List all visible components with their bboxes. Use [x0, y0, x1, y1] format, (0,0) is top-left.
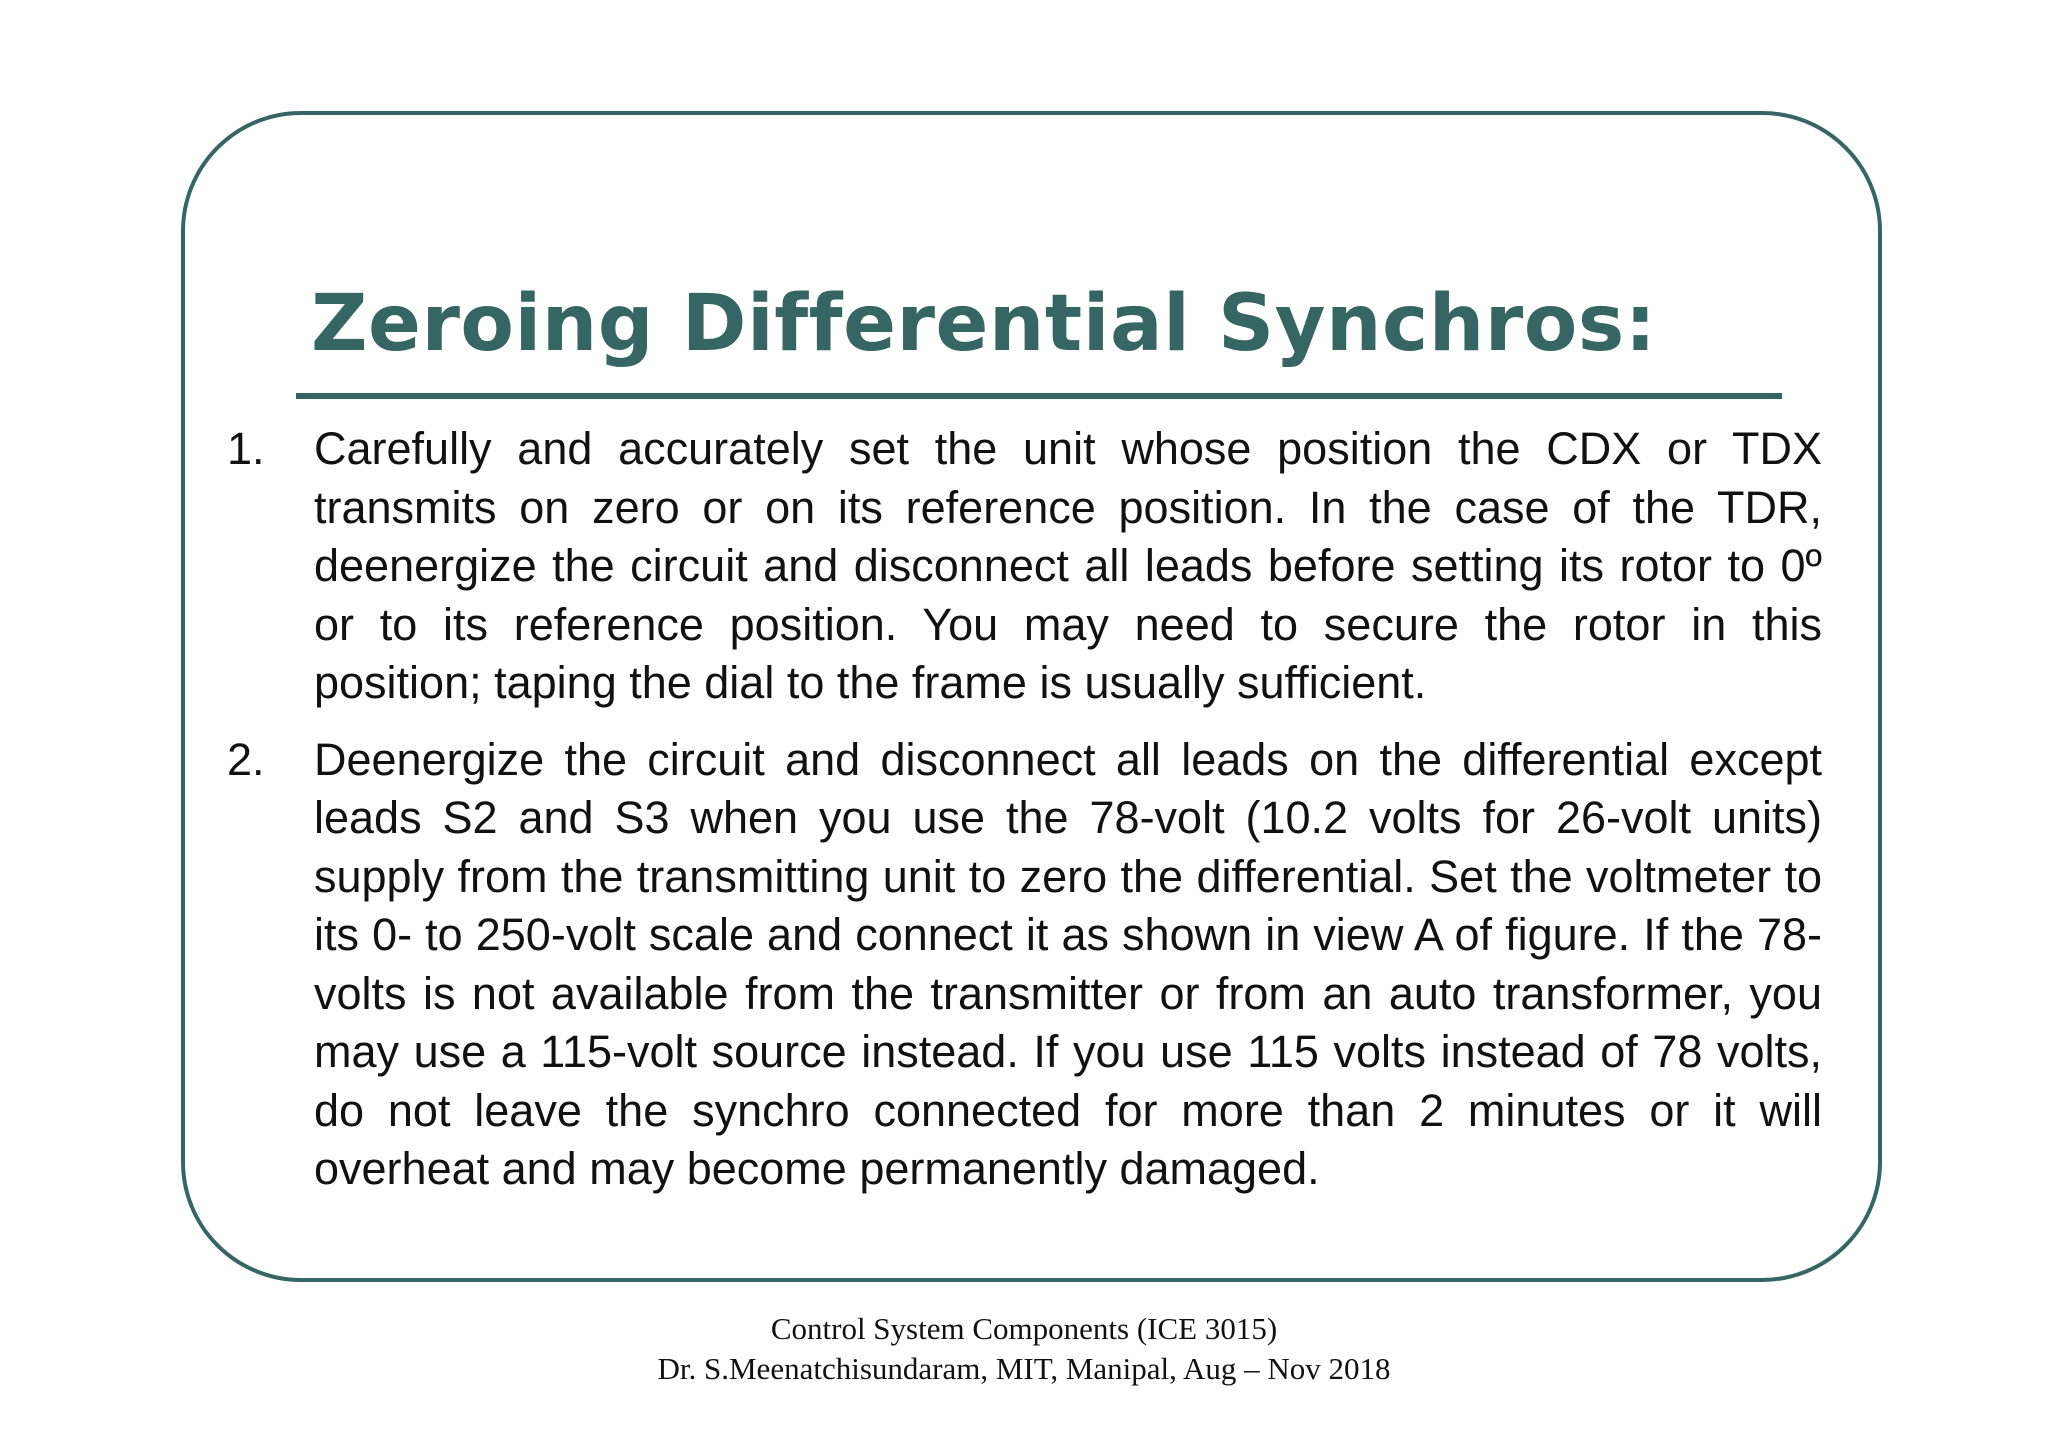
footer-author: Dr. S.Meenatchisundaram, MIT, Manipal, Aug – Nov 2018 [657, 1351, 1391, 1386]
list-item-number: 2. [227, 733, 265, 785]
list-item [222, 420, 1822, 713]
list-item-number: 1. [227, 423, 265, 474]
list-item-text: Carefully and accurately set the unit whose position the CDX or TDX transmits on zero or on its reference position. In the case of the TDR, deenergize the circuit and disconnect all leads before setting its rotor to 0º or to its reference position. You may need to secure the rotor in this position; taping the dial to the frame is usually sufficient. [314, 423, 1822, 708]
footer-course: Control System Components (ICE 3015) [770, 1311, 1278, 1346]
slide-title: Zeroing Differential Synchros: [311, 279, 1657, 369]
numbered-list [222, 420, 1822, 1217]
title-underline [296, 393, 1782, 399]
list-item-text: Deenergize the circuit and disconnect all leads on the differential except leads S2 and S3 when you use the 78-volt (10.2 volts for 26-volt units) supply from the transmitting unit to zero the differential. Set the voltmeter to its 0- to 250-volt scale and connect it as shown in view A of figure. If the 78-volts is not available from the transmitter or from an auto transformer, you may use a 115-volt source instead. If you use 115 volts instead of 78 volts, do not leave the synchro connected for more than 2 minutes or it will overheat and may become permanently damaged. [314, 733, 1822, 1194]
list-item [222, 731, 1822, 1199]
